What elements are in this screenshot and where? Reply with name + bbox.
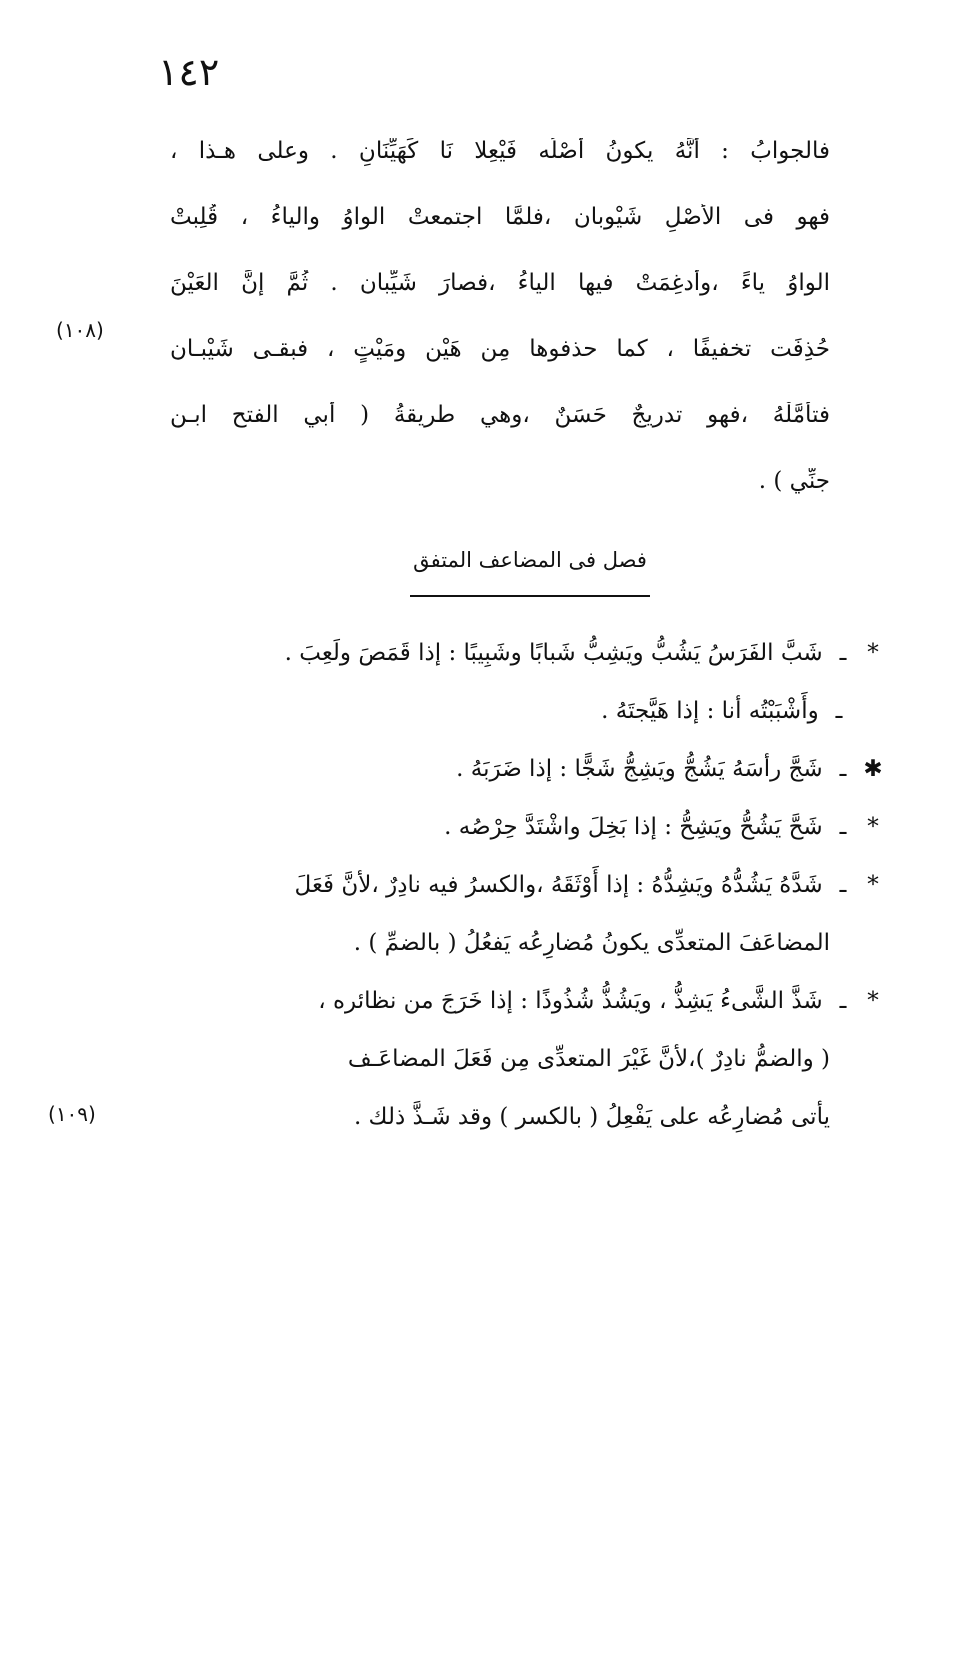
dash-mark: ـ bbox=[839, 814, 847, 840]
page-number: ١٤٢ bbox=[158, 50, 220, 94]
reference-marker-109: (١٠٩) bbox=[48, 1102, 96, 1126]
entry-line bbox=[150, 756, 890, 814]
entry-line bbox=[150, 988, 890, 1046]
section-heading: فصل فى المضاعف المتفق bbox=[413, 548, 647, 572]
paragraph-line: حُذِفَت تخفيفًا ، كما حذفوها مِن هَيْن ومَيْتٍ ، فبقـى شَيْبـان bbox=[170, 336, 830, 362]
paragraph-line: جنِّي ) . bbox=[758, 468, 830, 494]
asterisk-bullet: * bbox=[867, 814, 879, 840]
paragraph-line: الواوُ ياءً ،وأُدغِمَتْ فيها الياءُ ،فصارَ شَيِّبان . ثُمَّ إنَّ العَيْنَ bbox=[170, 270, 830, 296]
entry-line bbox=[150, 640, 890, 698]
entry-line bbox=[150, 872, 890, 930]
dash-mark: ـ bbox=[839, 756, 847, 782]
dash-mark: ـ bbox=[835, 698, 843, 724]
asterisk-bullet: * bbox=[867, 988, 879, 1014]
reference-marker-108: (١٠٨) bbox=[56, 318, 104, 342]
entry-continuation-line bbox=[150, 1046, 890, 1104]
paragraph-line: فتأمَّلْهُ ،فهو تدريجٌ حَسَنٌ ،وهي طريقةُ ( أبي الفتح ابـن bbox=[170, 402, 830, 428]
entry-text: شَحَّ يَشُحُّ ويَشِحُّ : إذا بَخِلَ واشْتَدَّ حِرْصُه . bbox=[444, 814, 823, 840]
entry-continuation-line bbox=[150, 930, 890, 988]
entry-text: يأتى مُضارِعُه على يَفْعِلُ ( بالكسر ) وقد شَـذَّ ذلك . bbox=[353, 1104, 830, 1130]
entry-text: شَجَّ رأسَهُ يَشُجُّ ويَشِجُّ شَجًّا : إذا ضَرَبَهُ . bbox=[456, 756, 823, 782]
entry-text: وأَشْبَبْتُه أنا : إذا هَيَّجتَهُ . bbox=[601, 698, 819, 724]
entry-line bbox=[150, 814, 890, 872]
entries-list bbox=[150, 640, 890, 1162]
paragraph-line: فالجوابُ : أنَّهُ يكونُ أَصْلُه فَيْعِلا نَا كَهَيِّنَانِ . وعلى هـذا ، bbox=[170, 138, 830, 164]
dash-mark: ـ bbox=[839, 872, 847, 898]
dash-mark: ـ bbox=[839, 988, 847, 1014]
asterisk-bullet: * bbox=[867, 640, 879, 666]
entry-line bbox=[150, 698, 890, 756]
entry-text: شَدَّهُ يَشُدُّهُ ويَشِدُّهُ : إذا أَوْثَقَهُ ،والكسرُ فيه نادِرٌ ،لأنَّ فَعَلَ bbox=[294, 872, 823, 898]
star-bullet: ✱ bbox=[863, 756, 883, 782]
paragraph-line: فهو فى الأَصْلِ شَيْوبان ،فلمَّا اجتمعتْ الواوُ والياءُ ، قُلِبتْ bbox=[170, 204, 830, 230]
heading-underline bbox=[410, 595, 650, 597]
entry-continuation-line bbox=[150, 1104, 890, 1162]
asterisk-bullet: * bbox=[867, 872, 879, 898]
entry-text: شَبَّ الفَرَسُ يَشُبُّ ويَشِبُّ شَبابًا وشَبِيبًا : إذا قَمَصَ ولَعِبَ . bbox=[284, 640, 823, 666]
entry-text: شَذَّ الشَّىءُ يَشِذُّ ، ويَشُذُّ شُذُوذًا : إذا خَرَجَ من نظائره ، bbox=[318, 988, 823, 1014]
entry-text: ( والضمُّ نادِرٌ )،لأنَّ غَيْرَ المتعدِّى مِن فَعَلَ المضاعَـف bbox=[347, 1046, 830, 1072]
dash-mark: ـ bbox=[839, 640, 847, 666]
answer-paragraph bbox=[170, 138, 830, 534]
entry-text: المضاعَفَ المتعدِّى يكونُ مُضارِعُه يَفعُلُ ( بالضمِّ ) . bbox=[353, 930, 830, 956]
